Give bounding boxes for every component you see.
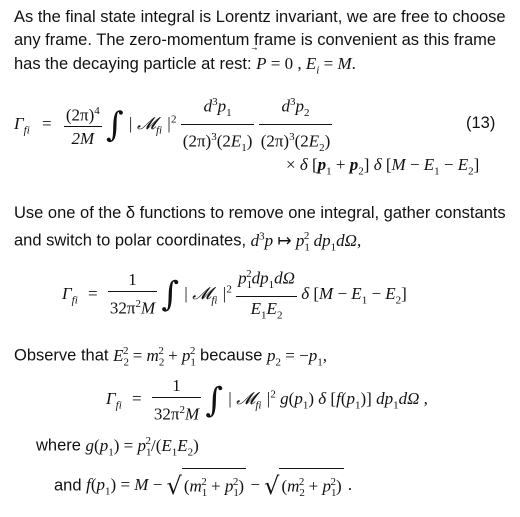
- paragraph-intro: [14, 6, 508, 82]
- where-label: where: [36, 436, 81, 455]
- paragraph-polar: [14, 202, 508, 259]
- final-prefactor: $\frac{1}{32\pi^2M}$: [153, 376, 200, 424]
- eq13-phase-space-1: $\frac{d^3p_1}{(2\pi)^3(2E_1)}$: [181, 92, 255, 158]
- f-definition: $f(p_1) = M$ − √ $(m_1^2 + p_1^2)$ − √ $(m_2^2 + p_1^2)$ .: [86, 475, 352, 494]
- observe-text: Observe that: [14, 346, 109, 365]
- definition-g: [36, 430, 520, 464]
- energy-relation: $E_2^2 = m_2^2 + p_1^2$: [113, 345, 196, 369]
- polar-text: Use one of the δ functions to remove one integral, gather constants and switch to polar coordinates,: [14, 204, 506, 250]
- eq13-delta-terms: × δ $[p_1 + p_2]$ δ $[M - E_1 - E_2]$: [286, 155, 480, 178]
- integral-sign: ∫: [205, 380, 224, 421]
- eq13-phase-space-2: $\frac{d^3p_2}{(2\pi)^3(2E_2)}$: [259, 92, 333, 158]
- rate-prefactor: $\frac{1}{32\pi^2M}$: [109, 270, 156, 319]
- integral-sign: ∫: [106, 105, 124, 146]
- rest-condition: P = 0 , $E_i = M$.: [256, 54, 356, 77]
- equation-rate: $\Gamma_{fi}$ = $\frac{1}{32\pi^2M}$ ∫ | 𝓜$_{fi}$ $|^2$ $\frac{p_1^2dp_1d\Omega}{E_1E_2}$ δ $[M - E_1 - E_2]$: [62, 264, 407, 325]
- intro-text: As the final state integral is Lorentz invariant, we are free to choose any frame. The zero-momentum frame is convenient as this frame has the decaying particle at rest:: [14, 8, 506, 73]
- equation-13: $\Gamma_{fi}$ = $\frac{(2\pi)^4}{2M}$ ∫ | 𝓜$_{fi}$ $|^2$ $\frac{d^3p_1}{(2\pi)^3(2E_1)}$ $\frac{d^3p_2}{(2\pi)^3(2E_2)}$: [14, 92, 332, 158]
- polar-mapping: $d^3p$ ↦ $p_1^2$ $dp_1d\Omega$,: [250, 230, 362, 254]
- equation-number: (13): [466, 114, 496, 132]
- and-label: and: [54, 476, 82, 495]
- integral-sign: ∫: [161, 274, 180, 315]
- g-definition: $g(p_1) = p_1^2/(E_1E_2)$: [85, 435, 199, 459]
- equation-final: $\Gamma_{fi}$ = $\frac{1}{32\pi^2M}$ ∫ | 𝓜$_{fi}$ $|^2$ $g(p_1)$ δ $[f(p_1)]$ $dp_1d\Omega$ ,: [106, 376, 428, 424]
- rate-phase-space: $\frac{p_1^2dp_1d\Omega}{E_1E_2}$: [236, 264, 297, 325]
- eq13-prefactor: $\frac{(2\pi)^4}{2M}$: [64, 101, 102, 150]
- momentum-relation: $p_2 = -p_1$,: [267, 345, 327, 369]
- paragraph-energy-relation: [14, 340, 508, 374]
- definition-f: [54, 468, 520, 505]
- because-text: because: [200, 346, 263, 365]
